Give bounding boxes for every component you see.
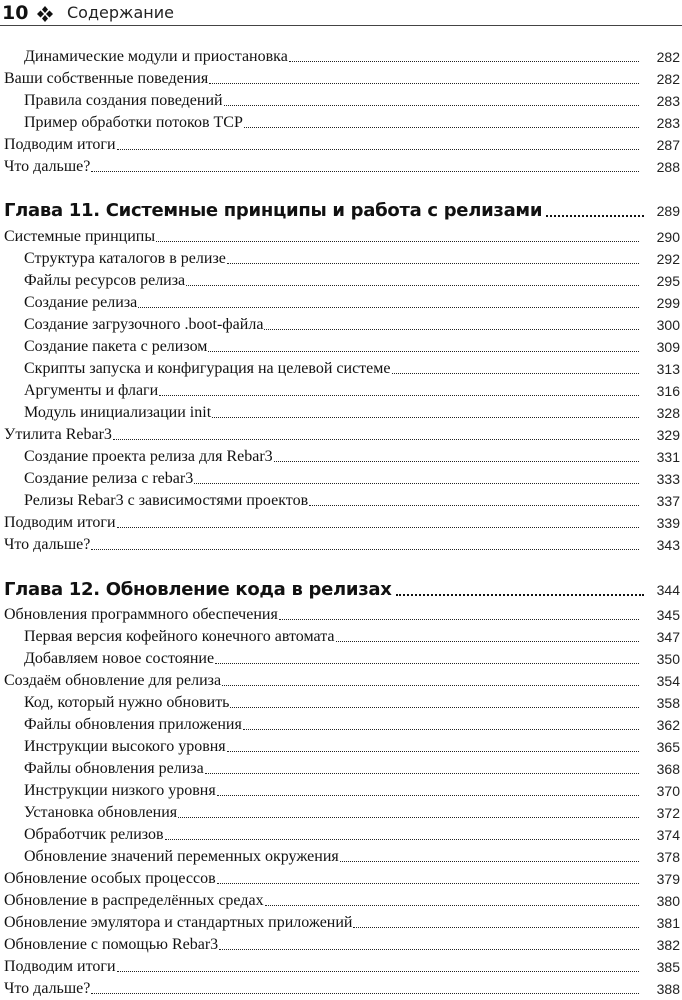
toc-entry[interactable] — [0, 801, 680, 823]
toc-entry[interactable] — [0, 625, 680, 647]
dot-leader — [274, 447, 639, 467]
dot-leader — [309, 491, 639, 511]
dot-leader — [227, 737, 639, 757]
dot-leader — [289, 47, 639, 67]
toc-entry-page: 374 — [656, 827, 680, 843]
toc-entry-page: 350 — [656, 651, 680, 667]
dot-leader — [243, 715, 639, 735]
toc-entry-title: Создание проекта релиза для Rebar3 — [24, 448, 273, 465]
toc-entry[interactable] — [0, 45, 680, 67]
toc-entry-page: 372 — [656, 805, 680, 821]
toc-entry-page: 380 — [656, 893, 680, 909]
dot-leader — [138, 293, 639, 313]
toc-entry-page: 309 — [656, 339, 680, 355]
toc-entry[interactable] — [0, 911, 680, 933]
toc-entry-title: Аргументы и флаги — [24, 382, 159, 399]
dot-leader — [91, 979, 639, 999]
toc-entry-title: Первая версия кофейного конечного автомата — [24, 628, 335, 645]
toc-entry-page: 337 — [656, 493, 680, 509]
toc-entry-page: 385 — [656, 959, 680, 975]
toc-entry[interactable] — [0, 401, 680, 423]
toc-entry[interactable] — [0, 111, 680, 133]
toc-entry-page: 283 — [656, 115, 680, 131]
toc-entry-title: Создание загрузочного .boot-файла — [24, 316, 264, 333]
toc-entry[interactable] — [0, 955, 680, 977]
dot-leader — [546, 199, 644, 223]
toc-entry[interactable] — [0, 269, 680, 291]
dot-leader — [178, 803, 639, 823]
dot-leader — [215, 649, 639, 669]
toc-entry-title: Что дальше? — [4, 158, 91, 175]
toc-entry[interactable] — [0, 225, 680, 247]
chapter-title: Глава 12. Обновление кода в релизах — [4, 579, 392, 600]
dot-leader — [113, 425, 639, 445]
toc-entry-title: Модуль инициализации init — [24, 404, 212, 421]
toc-entry-title: Скрипты запуска и конфигурация на целевой системе — [24, 360, 391, 377]
toc-entry[interactable] — [0, 933, 680, 955]
dot-leader — [91, 157, 639, 177]
dot-leader — [392, 359, 640, 379]
toc-entry[interactable] — [0, 423, 680, 445]
toc-entry-page: 370 — [656, 783, 680, 799]
toc-entry[interactable] — [0, 357, 680, 379]
chapter-heading-11[interactable] — [0, 197, 680, 223]
toc-entry-title: Обновление значений переменных окружения — [24, 848, 339, 865]
toc-entry-page: 282 — [656, 71, 680, 87]
dot-leader — [117, 135, 639, 155]
toc-entry-title: Файлы ресурсов релиза — [24, 272, 186, 289]
toc-entry[interactable] — [0, 291, 680, 313]
toc-entry-title: Инструкции высокого уровня — [24, 738, 226, 755]
section-title: Содержание — [67, 3, 174, 22]
toc-entry-title: Динамические модули и приостановка — [24, 48, 288, 65]
toc-entry-title: Обновление с помощью Rebar3 — [4, 936, 219, 953]
toc-entry-page: 358 — [656, 695, 680, 711]
toc-entry-page: 328 — [656, 405, 680, 421]
toc-entry-page: 290 — [656, 229, 680, 245]
toc-entry-title: Что дальше? — [4, 980, 91, 997]
dot-leader — [209, 69, 639, 89]
toc-entry-page: 292 — [656, 251, 680, 267]
toc-entry-title: Создание релиза — [24, 294, 138, 311]
toc-entry-page: 379 — [656, 871, 680, 887]
chapter-page: 344 — [656, 582, 680, 598]
toc-entry[interactable] — [0, 867, 680, 889]
dot-leader — [264, 315, 639, 335]
toc-entry-page: 313 — [656, 361, 680, 377]
toc-entry[interactable] — [0, 335, 680, 357]
dot-leader — [217, 781, 639, 801]
toc-entry-title: Системные принципы — [4, 228, 156, 245]
header-divider — [0, 25, 682, 26]
toc-entry[interactable] — [0, 89, 680, 111]
toc-entry-page: 381 — [656, 915, 680, 931]
page-number: 10 — [2, 2, 29, 24]
dot-leader — [340, 847, 639, 867]
toc-entry-title: Подводим итоги — [4, 136, 116, 153]
toc-entry-page: 331 — [656, 449, 680, 465]
toc-entry-title: Код, который нужно обновить — [24, 694, 230, 711]
toc-entry-title: Что дальше? — [4, 536, 91, 553]
toc-entry[interactable] — [0, 489, 680, 511]
dot-leader — [117, 513, 639, 533]
toc-entry-page: 329 — [656, 427, 680, 443]
toc-entry[interactable] — [0, 823, 680, 845]
toc-entry[interactable] — [0, 379, 680, 401]
toc-entry[interactable] — [0, 977, 680, 999]
toc-entry-title: Утилита Rebar3 — [4, 426, 112, 443]
dot-leader — [159, 381, 639, 401]
dot-leader — [117, 957, 639, 977]
toc-entry-page: 316 — [656, 383, 680, 399]
toc-entry-title: Обновления программного обеспечения — [4, 606, 278, 623]
toc-entry[interactable] — [0, 757, 680, 779]
dot-leader — [227, 249, 639, 269]
dot-leader — [205, 759, 639, 779]
dot-leader — [165, 825, 639, 845]
dot-leader — [212, 403, 639, 423]
toc-entry[interactable] — [0, 313, 680, 335]
dot-leader — [336, 627, 640, 647]
toc-entry-page: 368 — [656, 761, 680, 777]
running-header — [0, 0, 682, 30]
toc-entry[interactable] — [0, 669, 680, 691]
toc-entry[interactable] — [0, 67, 680, 89]
toc-entry[interactable] — [0, 533, 680, 555]
toc-entry-title: Файлы обновления приложения — [24, 716, 242, 733]
dot-leader — [353, 913, 639, 933]
toc-entry-page: 354 — [656, 673, 680, 689]
toc-entry-page: 287 — [656, 137, 680, 153]
toc-entry[interactable] — [0, 155, 680, 177]
toc-entry-page: 378 — [656, 849, 680, 865]
toc-entry-page: 282 — [656, 49, 680, 65]
toc-entry[interactable] — [0, 603, 680, 625]
toc-entry-title: Создание пакета с релизом — [24, 338, 208, 355]
dot-leader — [224, 91, 639, 111]
toc-entry-title: Подводим итоги — [4, 514, 116, 531]
toc-entry-title: Добавляем новое состояние — [24, 650, 215, 667]
toc-entry[interactable] — [0, 247, 680, 269]
dot-leader — [265, 891, 639, 911]
dot-leader — [91, 535, 639, 555]
dot-leader — [230, 693, 639, 713]
toc-entry-page: 288 — [656, 159, 680, 175]
dot-leader — [219, 935, 639, 955]
toc-entry-page: 283 — [656, 93, 680, 109]
diamond-cluster-icon — [36, 5, 54, 23]
dot-leader — [279, 605, 639, 625]
chapter-heading-12[interactable] — [0, 576, 680, 602]
toc-entry[interactable] — [0, 445, 680, 467]
toc-entry-page: 347 — [656, 629, 680, 645]
toc-entry-title: Обновление в распределённых средах — [4, 892, 264, 909]
toc-entry[interactable] — [0, 511, 680, 533]
toc-entry-title: Обновление особых процессов — [4, 870, 216, 887]
toc-entry-title: Инструкции низкого уровня — [24, 782, 216, 799]
dot-leader — [156, 227, 639, 247]
toc-entry-title: Создаём обновление для релиза — [4, 672, 222, 689]
toc-entry-title: Ваши собственные поведения — [4, 70, 209, 87]
toc-entry[interactable] — [0, 691, 680, 713]
toc-entry-page: 345 — [656, 607, 680, 623]
toc-entry[interactable] — [0, 713, 680, 735]
dot-leader — [194, 469, 639, 489]
toc-entry[interactable] — [0, 735, 680, 757]
toc-entry-title: Релизы Rebar3 с зависимостями проектов — [24, 492, 309, 509]
toc-entry[interactable] — [0, 845, 680, 867]
toc-entry-title: Пример обработки потоков TCP — [24, 114, 243, 131]
toc-entry-page: 295 — [656, 273, 680, 289]
toc-entry-page: 333 — [656, 471, 680, 487]
toc-entry-title: Правила создания поведений — [24, 92, 223, 109]
toc-entry-page: 299 — [656, 295, 680, 311]
dot-leader — [208, 337, 639, 357]
toc-entry-title: Создание релиза с rebar3 — [24, 470, 194, 487]
chapter-page: 289 — [656, 203, 680, 219]
toc-entry-page: 382 — [656, 937, 680, 953]
toc-entry-page: 388 — [656, 981, 680, 997]
toc-entry-title: Подводим итоги — [4, 958, 116, 975]
toc-entry[interactable] — [0, 889, 680, 911]
toc-entry-page: 343 — [656, 537, 680, 553]
dot-leader — [244, 113, 639, 133]
toc-entry-page: 362 — [656, 717, 680, 733]
dot-leader — [217, 869, 639, 889]
toc-entry-title: Установка обновления — [24, 804, 178, 821]
toc-entry[interactable] — [0, 779, 680, 801]
dot-leader — [396, 578, 644, 602]
dot-leader — [222, 671, 639, 691]
toc-entry[interactable] — [0, 133, 680, 155]
toc-entry-page: 365 — [656, 739, 680, 755]
toc-entry[interactable] — [0, 467, 680, 489]
toc-entry-title: Структура каталогов в релизе — [24, 250, 226, 267]
toc-entry-title: Обработчик релизов — [24, 826, 164, 843]
toc-entry-page: 300 — [656, 317, 680, 333]
toc-entry-page: 339 — [656, 515, 680, 531]
toc-entry-title: Обновление эмулятора и стандартных приложений — [4, 914, 353, 931]
dot-leader — [186, 271, 639, 291]
toc-entry[interactable] — [0, 647, 680, 669]
toc-entry-title: Файлы обновления релиза — [24, 760, 204, 777]
chapter-title: Глава 11. Системные принципы и работа с релизами — [4, 200, 543, 221]
